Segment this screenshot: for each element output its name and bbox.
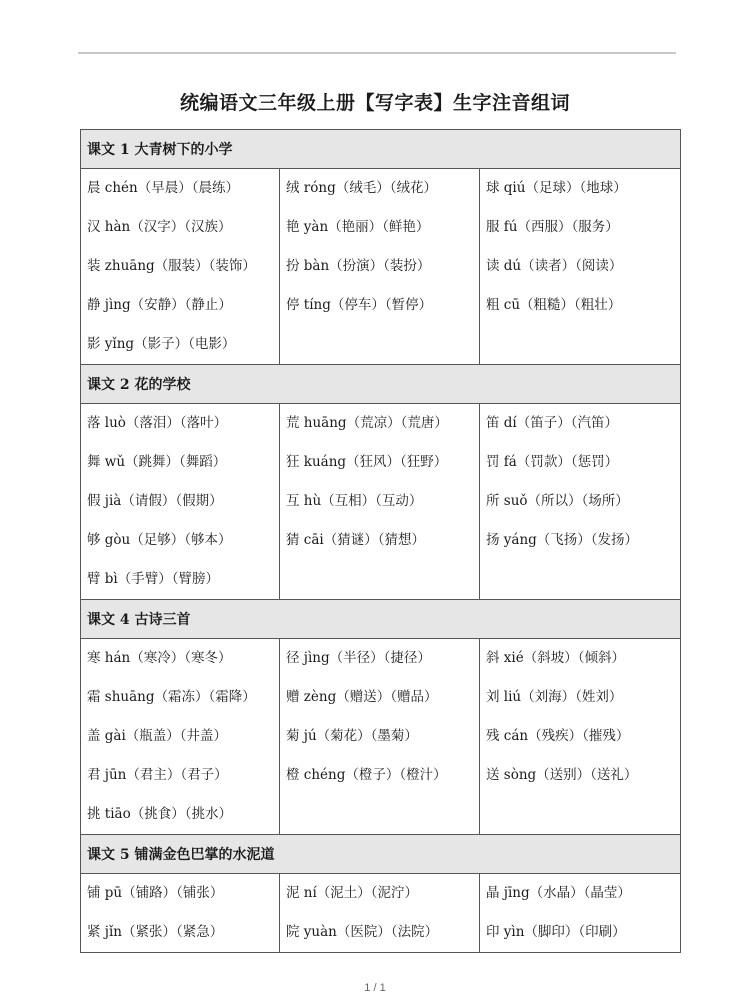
word-entry: 绒 róng（绒毛）（绒花） [286,180,437,196]
vocabulary-table [80,129,681,953]
word-entry: 菊 jú（菊花）（墨菊） [286,728,418,744]
word-entry: 霜 shuāng（霜冻）（霜降） [87,689,256,705]
word-entry: 送 sòng（送别）（送礼） [486,767,638,783]
word-entry: 罚 fá（罚款）（惩罚） [486,454,619,470]
word-entry: 扬 yáng（飞扬）（发扬） [486,532,639,548]
word-entry: 扮 bàn（扮演）（装扮） [286,258,431,274]
word-entry: 斜 xié（斜坡）（倾斜） [486,650,625,666]
header-rule [78,52,676,54]
word-entry: 互 hù（互相）（互动） [286,493,423,509]
word-column [81,169,280,365]
word-entry: 径 jìng（半径）（捷径） [286,650,431,666]
word-entry: 静 jìng（安静）（静止） [87,297,232,313]
word-entry: 影 yǐng（影子）（电影） [87,336,236,352]
word-entry: 盖 gài（瓶盖）（井盖） [87,728,228,744]
word-entry: 粗 cū（粗糙）（粗壮） [486,297,622,313]
word-entry: 晶 jīng（水晶）（晶莹） [486,885,631,901]
section-heading: 课文 2 花的学校 [81,365,681,404]
word-entry: 院 yuàn（医院）（法院） [286,924,439,940]
word-entry: 假 jià（请假）（假期） [87,493,223,509]
word-entry: 舞 wǔ（跳舞）（舞蹈） [87,454,227,470]
word-entry: 君 jūn（君主）（君子） [87,767,228,783]
word-column [81,404,280,600]
word-column [280,639,480,835]
section-heading-row [81,835,681,874]
section-heading-row [81,365,681,404]
page-title: 统编语文三年级上册【写字表】生字注音组词 [179,92,570,114]
word-column [81,639,280,835]
word-entry: 停 tíng（停车）（暂停） [286,297,433,313]
word-entry: 寒 hán（寒冷）（寒冬） [87,650,232,666]
word-entry: 艳 yàn（艳丽）（鲜艳） [286,219,430,235]
word-column [280,874,480,953]
section-heading: 课文 1 大青树下的小学 [81,130,681,169]
section-body-row [81,874,681,953]
word-entry: 荒 huāng（荒凉）（荒唐） [286,415,448,431]
section-body-row [81,169,681,365]
word-column [280,169,480,365]
word-entry: 晨 chén（早晨）（晨练） [87,180,239,196]
word-entry: 猜 cāi（猜谜）（猜想） [286,532,425,548]
word-entry: 残 cán（残疾）（摧残） [486,728,630,744]
word-entry: 臂 bì（手臂）（臂膀） [87,571,220,587]
word-entry: 狂 kuáng（狂风）（狂野） [286,454,448,470]
word-entry: 球 qiú（足球）（地球） [486,180,627,196]
word-entry: 橙 chéng（橙子）（橙汁） [286,767,447,783]
word-entry: 笛 dí（笛子）（汽笛） [486,415,619,431]
section-heading: 课文 4 古诗三首 [81,600,681,639]
word-column [81,874,280,953]
word-column [480,874,681,953]
word-entry: 服 fú（西服）（服务） [486,219,619,235]
word-entry: 够 gòu（足够）（够本） [87,532,232,548]
section-heading-row [81,600,681,639]
section-heading: 课文 5 铺满金色巴掌的水泥道 [81,835,681,874]
word-entry: 印 yìn（脚印）（印刷） [486,924,626,940]
word-entry: 汉 hàn（汉字）（汉族） [87,219,232,235]
word-entry: 所 suǒ（所以）（场所） [486,493,629,509]
word-entry: 铺 pū（铺路）（铺张） [87,885,224,901]
word-entry: 落 luò（落泪）（落叶） [87,415,228,431]
word-column [480,404,681,600]
word-entry: 读 dú（读者）（阅读） [486,258,623,274]
section-body-row [81,404,681,600]
word-entry: 装 zhuāng（服装）（装饰） [87,258,256,274]
word-entry: 泥 ní（泥土）（泥泞） [286,885,419,901]
word-column [280,404,480,600]
section-heading-row [81,130,681,169]
word-column [480,169,681,365]
word-entry: 赠 zèng（赠送）（赠品） [286,689,438,705]
word-entry: 紧 jǐn（紧张）（紧急） [87,924,224,940]
section-body-row [81,639,681,835]
page-number: 1 / 1 [364,982,386,994]
word-column [480,639,681,835]
word-entry: 刘 liú（刘海）（姓刘） [486,689,623,705]
word-entry: 挑 tiāo（挑食）（挑水） [87,806,232,822]
